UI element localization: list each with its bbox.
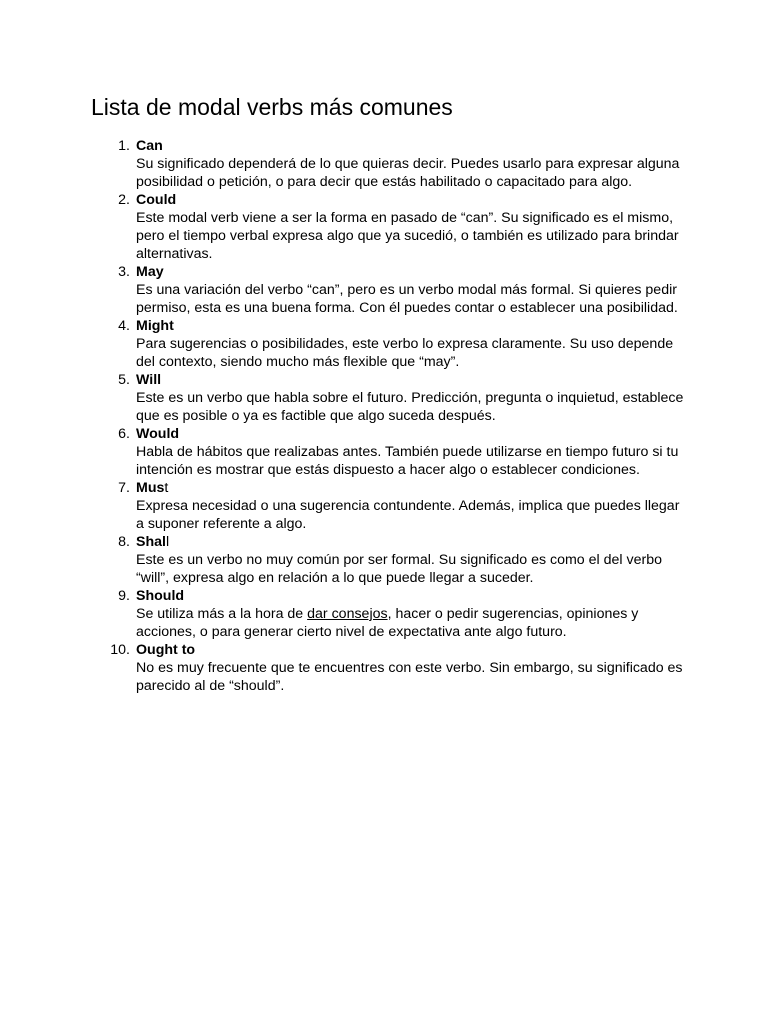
list-item-shall bbox=[104, 533, 684, 587]
list-item-ought-to bbox=[104, 641, 684, 695]
verb-term bbox=[136, 587, 684, 605]
verb-term bbox=[136, 533, 684, 551]
list-item-can bbox=[104, 137, 684, 191]
verb-description: No es muy frecuente que te encuentres con este verbo. Sin embargo, su significado es parecido al de “should”. bbox=[136, 660, 683, 694]
verb-description: Para sugerencias o posibilidades, este verbo lo expresa claramente. Su uso depende del contexto, siendo mucho más flexible que “may”. bbox=[136, 336, 674, 370]
list-number: 8. bbox=[118, 534, 130, 550]
list-number: 7. bbox=[118, 480, 130, 496]
list-number: 9. bbox=[118, 588, 130, 604]
verb-description: Este modal verb viene a ser la forma en pasado de “can”. Su significado es el mismo, pero el tiempo verbal expresa algo que ya sucedió, o también es utilizado para brindar alternativas. bbox=[136, 210, 679, 262]
verb-term-bold: Will bbox=[136, 372, 162, 388]
verb-term bbox=[136, 263, 684, 281]
list-item-must bbox=[104, 479, 684, 533]
verb-term-rest: l bbox=[165, 534, 170, 550]
list-number: 6. bbox=[118, 426, 130, 442]
verb-term-bold: Could bbox=[136, 192, 177, 208]
verb-term-bold: Ought to bbox=[136, 642, 196, 658]
list-number: 2. bbox=[118, 192, 130, 208]
verb-description: Es una variación del verbo “can”, pero es un verbo modal más formal. Si quieres pedir permiso, esta es una buena forma. Con él puedes contar o establecer una posibilidad. bbox=[136, 282, 678, 316]
list-item-should bbox=[104, 587, 684, 641]
description-text-after: , hacer o pedir sugerencias, opiniones y acciones, o para generar cierto nivel de expectativa ante algo futuro. bbox=[136, 606, 639, 640]
verb-term-bold: Shal bbox=[136, 534, 166, 550]
document-title: Lista de modal verbs más comunes bbox=[91, 94, 453, 120]
verb-term bbox=[136, 479, 684, 497]
verb-term-bold: Can bbox=[136, 138, 163, 154]
verb-term-bold: Would bbox=[136, 426, 180, 442]
verb-term bbox=[136, 425, 684, 443]
list-number: 10. bbox=[110, 642, 130, 658]
list-item-will bbox=[104, 371, 684, 425]
verb-term bbox=[136, 137, 684, 155]
verb-description: Su significado dependerá de lo que quieras decir. Puedes usarlo para expresar alguna posibilidad o petición, o para decir que estás habilitado o capacitado para algo. bbox=[136, 156, 680, 190]
list-item-may bbox=[104, 263, 684, 317]
verb-term-bold: May bbox=[136, 264, 164, 280]
verb-description: Expresa necesidad o una sugerencia contundente. Además, implica que puedes llegar a suponer referente a algo. bbox=[136, 498, 680, 532]
verb-term-bold: Should bbox=[136, 588, 185, 604]
list-number: 1. bbox=[118, 138, 130, 154]
verb-description: Habla de hábitos que realizabas antes. También puede utilizarse en tiempo futuro si tu intención es mostrar que estás dispuesto a hacer algo o establecer condiciones. bbox=[136, 444, 679, 478]
dar-consejos-link[interactable]: dar consejos bbox=[307, 606, 388, 622]
verb-term bbox=[136, 317, 684, 335]
verb-term-bold: Mus bbox=[136, 480, 165, 496]
list-item-might bbox=[104, 317, 684, 371]
list-item-would bbox=[104, 425, 684, 479]
verb-term bbox=[136, 371, 684, 389]
list-number: 3. bbox=[118, 264, 130, 280]
verb-term-bold: Might bbox=[136, 318, 174, 334]
verb-term bbox=[136, 641, 684, 659]
verb-term-rest: t bbox=[164, 480, 169, 496]
verb-description: Este es un verbo que habla sobre el futuro. Predicción, pregunta o inquietud, establece que es posible o ya es factible que algo suceda después. bbox=[136, 390, 684, 424]
list-item-could bbox=[104, 191, 684, 263]
list-number: 5. bbox=[118, 372, 130, 388]
list-number: 4. bbox=[118, 318, 130, 334]
verb-term bbox=[136, 191, 684, 209]
verb-description bbox=[136, 605, 684, 641]
modal-verbs-list bbox=[104, 137, 684, 695]
verb-description: Este es un verbo no muy común por ser formal. Su significado es como el del verbo “will”, expresa algo en relación a lo que puede llegar a suceder. bbox=[136, 552, 662, 586]
description-text-before: Se utiliza más a la hora de bbox=[136, 606, 308, 622]
